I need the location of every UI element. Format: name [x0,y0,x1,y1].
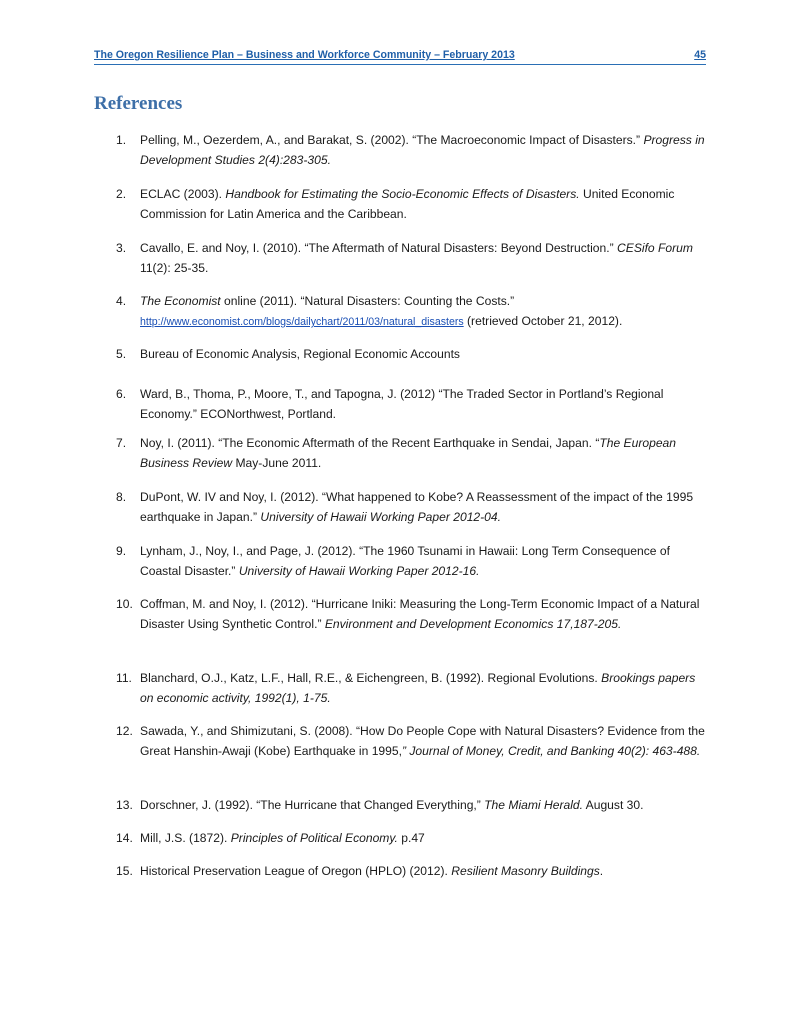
reference-italic-text: University of Hawaii Working Paper 2012-04. [260,510,501,524]
reference-number: 5. [116,347,127,361]
reference-text [140,384,710,424]
reference-text-segment: ECLAC (2003). [140,187,226,201]
reference-text-segment: Noy, I. (2011). “The Economic Aftermath of the Recent Earthquake in Sendai, Japan. “ [140,436,600,450]
reference-number: 13. [116,798,133,812]
reference-text [140,861,710,881]
reference-text-segment: Dorschner, J. (1992). “The Hurricane that Changed Everything,” [140,798,485,812]
reference-number: 8. [116,490,127,504]
reference-text-segment: (retrieved October 21, 2012). [463,314,623,328]
reference-italic-text: Environment and Development Economics 17,187-205. [324,617,622,631]
reference-text [140,721,710,761]
references-heading: References [94,93,183,114]
reference-number: 12. [116,724,133,738]
reference-text-segment: p.47 [397,831,425,845]
reference-text-segment: Ward, B., Thoma, P., Moore, T., and Tapogna, J. (2012) “The Traded Sector in Portland’s Regional Economy.” ECONorthwest, Portland. [140,387,664,421]
reference-text-segment: Bureau of Economic Analysis, Regional Economic Accounts [140,347,460,361]
reference-text-segment: Coffman, M. and Noy, I. (2012). “Hurricane Iniki: Measuring the Long-Term Economic Impact of a Natural Disaster Using Synthetic Control.” [140,597,700,631]
reference-link[interactable]: http://www.economist.com/blogs/dailychart/2011/03/natural_disasters [140,316,464,328]
reference-text-segment: Cavallo, E. and Noy, I. (2010). “The Aftermath of Natural Disasters: Beyond Destruction.” [140,241,618,255]
reference-italic-text: CESifo Forum [617,241,693,255]
reference-number: 7. [116,436,127,450]
reference-number: 1. [116,133,127,147]
reference-text-segment: Lynham, J., Noy, I., and Page, J. (2012). “The 1960 Tsunami in Hawaii: Long Term Consequence of Coastal Disaster.” [140,544,670,578]
reference-text-segment: DuPont, W. IV and Noy, I. (2012). “What happened to Kobe? A Reassessment of the impact of the 1995 earthquake in Japan.” [140,490,694,524]
reference-italic-text: Principles of Political Economy. [230,831,398,845]
reference-number: 9. [116,544,127,558]
reference-number: 4. [116,294,127,308]
reference-text [140,184,710,224]
page-header [94,48,706,65]
reference-text [140,238,710,278]
reference-text-segment: Historical Preservation League of Oregon (HPLO) (2012). [140,864,452,878]
reference-text [140,487,710,527]
reference-italic-text: Handbook for Estimating the Socio-Economic Effects of Disasters. [225,187,580,201]
reference-number: 6. [116,387,127,401]
reference-text-segment: . [599,864,604,878]
reference-number: 14. [116,831,133,845]
header-title: The Oregon Resilience Plan – Business and Workforce Community – February 2013 [94,49,515,61]
reference-text-segment: online (2011). “Natural Disasters: Counting the Costs.” [220,294,515,308]
page-number: 45 [694,49,706,61]
reference-text-segment: Sawada, Y., and Shimizutani, S. (2008). “How Do People Cope with Natural Disasters? Evidence from the Great Hanshin-Awaji (Kobe) Earthquake in 1995, [140,724,705,758]
reference-text-segment: May-June 2011. [232,456,322,470]
reference-text [140,130,710,170]
reference-italic-text: The Miami Herald. [484,798,583,812]
reference-text-segment: Blanchard, O.J., Katz, L.F., Hall, R.E., & Eichengreen, B. (1992). Regional Evolutions. [140,671,602,685]
reference-text [140,344,710,364]
reference-number: 11. [116,671,132,685]
reference-text-segment: 11(2): 25-35. [140,261,209,275]
reference-italic-text: The European Business Review [140,436,677,470]
reference-text [140,541,710,581]
reference-text [140,594,710,634]
reference-number: 10. [116,597,133,611]
reference-text-segment: August 30. [582,798,644,812]
reference-italic-text: Progress in Development Studies 2(4):283-305. [140,133,705,167]
reference-text-segment: Pelling, M., Oezerdem, A., and Barakat, S. (2002). “The Macroeconomic Impact of Disasters.” [140,133,644,147]
reference-number: 15. [116,864,133,878]
reference-text [140,828,710,848]
reference-number: 2. [116,187,127,201]
reference-number: 3. [116,241,127,255]
reference-italic-text: ” Journal of Money, Credit, and Banking 40(2): 463-488. [401,744,701,758]
reference-italic-text: The Economist [140,294,221,308]
reference-text-segment: United Economic Commission for Latin America and the Caribbean. [140,187,675,221]
reference-text-segment: Mill, J.S. (1872). [140,831,231,845]
reference-text [140,433,710,473]
reference-text [140,668,710,708]
reference-italic-text: Brookings papers on economic activity, 1992(1), 1-75. [140,671,696,705]
reference-italic-text: Resilient Masonry Buildings [451,864,600,878]
reference-italic-text: University of Hawaii Working Paper 2012-16. [238,564,480,578]
reference-text [140,795,710,815]
reference-text [140,291,710,332]
